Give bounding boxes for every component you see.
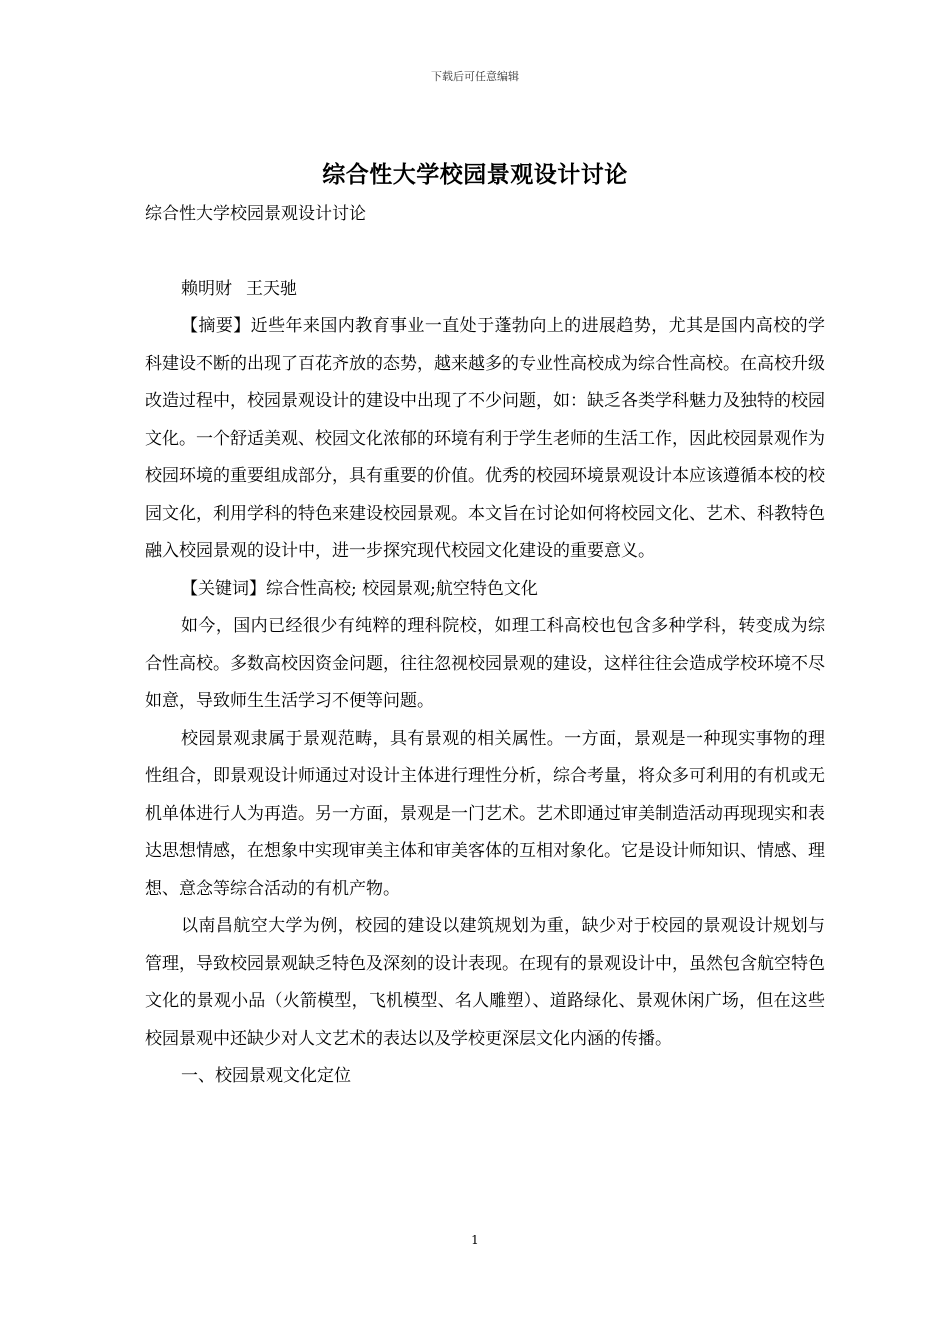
author-line [145, 271, 825, 309]
abstract-paragraph: 【摘要】近些年来国内教育事业一直处于蓬勃向上的进展趋势，尤其是国内高校的学科建设不断的出现了百花齐放的态势，越来越多的专业性高校成为综合性高校。在高校升级改造过程中，校园景观设计的建设中出现了不少问题，如：缺乏各类学科魅力及独特的校园文化。一个舒适美观、校园文化浓郁的环境有利于学生老师的生活工作，因此校园景观作为校园环境的重要组成部分，具有重要的价值。优秀的校园环境景观设计本应该遵循本校的校园文化，利用学科的特色来建设校园景观。本文旨在讨论如何将校园文化、艺术、科教特色融入校园景观的设计中，进一步探究现代校园文化建设的重要意义。 [145, 316, 825, 561]
body-paragraph: 如今，国内已经很少有纯粹的理科院校，如理工科高校也包含多种学科，转变成为综合性高校。多数高校因资金问题，往往忽视校园景观的建设，这样往往会造成学校环境不尽如意，导致师生生活学习不便等问题。 [145, 616, 825, 711]
author-name: 王天驰 [246, 278, 297, 299]
page-number: 1 [471, 1233, 479, 1247]
keywords-paragraph: 【关键词】综合性高校; 校园景观;航空特色文化 [181, 578, 538, 599]
document-title: 综合性大学校园景观设计讨论 [322, 161, 628, 188]
body-paragraph: 以南昌航空大学为例，校园的建设以建筑规划为重，缺少对于校园的景观设计规划与管理，导致校园景观缺乏特色及深刻的设计表现。在现有的景观设计中，虽然包含航空特色文化的景观小品（火箭模型，飞机模型、名人雕塑）、道路绿化、景观休闲广场，但在这些校园景观中还缺少对人文艺术的表达以及学校更深层文化内涵的传播。 [145, 916, 825, 1049]
document-subtitle: 综合性大学校园景观设计讨论 [145, 204, 366, 224]
page-header-note: 下载后可任意编辑 [431, 70, 519, 83]
author-name: 赖明财 [181, 278, 232, 299]
body-paragraph: 校园景观隶属于景观范畴，具有景观的相关属性。一方面，景观是一种现实事物的理性组合，即景观设计师通过对设计主体进行理性分析，综合考量，将众多可利用的有机或无机单体进行人为再造。另一方面，景观是一门艺术。艺术即通过审美制造活动再现现实和表达思想情感，在想象中实现审美主体和审美客体的互相对象化。它是设计师知识、情感、理想、意念等综合活动的有机产物。 [145, 728, 825, 899]
section-heading: 一、校园景观文化定位 [181, 1066, 351, 1086]
document-body [145, 196, 825, 1096]
